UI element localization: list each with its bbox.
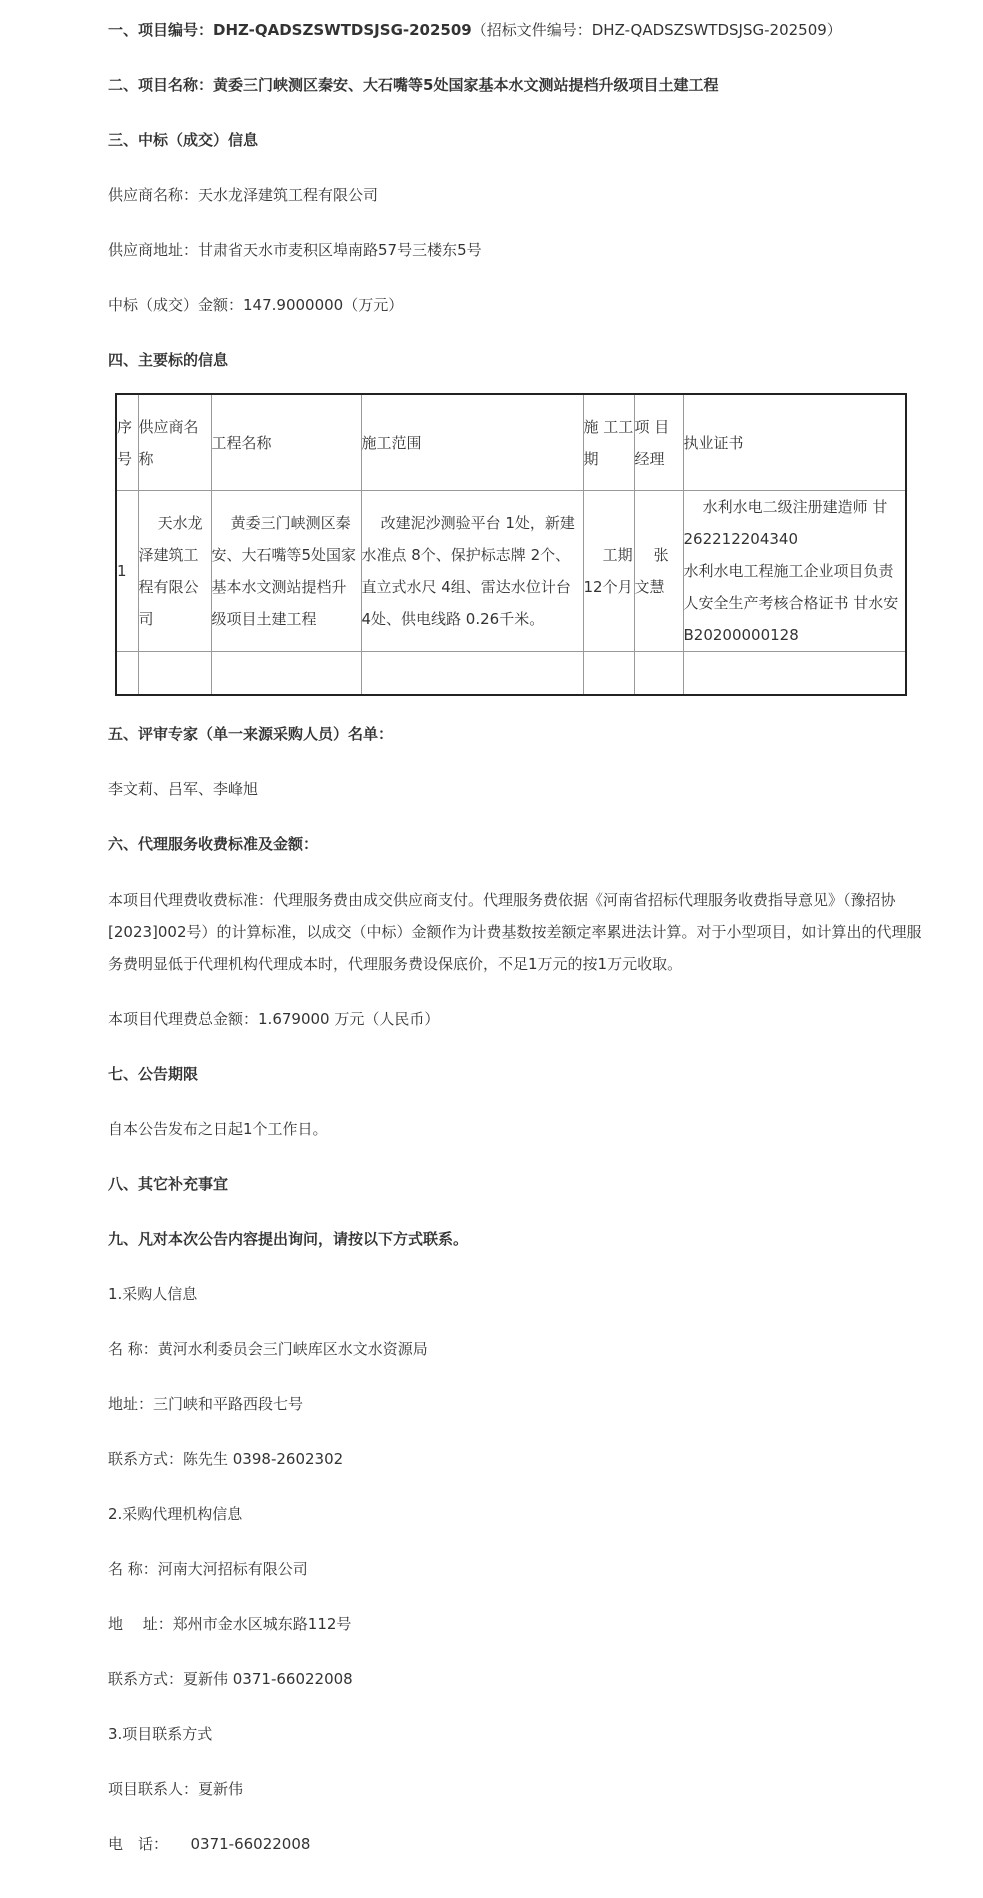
header-cell: 序号 xyxy=(116,394,138,491)
table-row xyxy=(116,491,906,652)
fee-total: 本项目代理费总金额：1.679000 万元（人民币） xyxy=(108,1010,440,1028)
period-text: 自本公告发布之日起1个工作日。 xyxy=(108,1120,328,1138)
header-cell: 工程名称 xyxy=(211,394,361,491)
cell: 1 xyxy=(116,491,138,652)
cell: 改建泥沙测验平台 1处，新建水准点 8个、保护标志牌 2个、直立式水尺 4组、雷达水位计台 4处、供电线路 0.26千米。 xyxy=(361,491,583,652)
purchaser-name: 名 称：黄河水利委员会三门峡库区水文水资源局 xyxy=(108,1340,428,1358)
header-cell: 项 目经理 xyxy=(634,394,683,491)
supplier-address: 供应商地址：甘肃省天水市麦积区埠南路57号三楼东5号 xyxy=(108,241,482,259)
project-contact-heading: 3.项目联系方式 xyxy=(108,1725,213,1743)
agency-name: 名 称：河南大河招标有限公司 xyxy=(108,1560,308,1578)
section-experts-title: 五、评审专家（单一来源采购人员）名单： xyxy=(108,725,394,743)
purchaser-address: 地址：三门峡和平路西段七号 xyxy=(108,1395,304,1413)
cell: 工期12个月 xyxy=(583,491,634,652)
project-contact-phone: 电 话： 0371-66022008 xyxy=(108,1835,311,1853)
project-contact-person: 项目联系人：夏新伟 xyxy=(108,1780,244,1798)
experts-list: 李文莉、吕军、李峰旭 xyxy=(108,780,259,798)
table-row-empty xyxy=(116,652,906,696)
agency-address: 地 址：郑州市金水区城东路112号 xyxy=(108,1615,352,1633)
tender-doc-number: （招标文件编号：DHZ-QADSZSWTDSJSG-202509） xyxy=(471,21,842,39)
table-header-row xyxy=(116,394,906,491)
fee-standard: 本项目代理费收费标准：代理服务费由成交供应商支付。代理服务费依据《河南省招标代理服务收费指导意见》（豫招协[2023]002号）的计算标准，以成交（中标）金额作为计费基数按差额定率累进法计算。对于小型项目，如计算出的代理服务费明显低于代理机构代理成本时，代理服务费设保底价，不足1万元的按1万元收取。 xyxy=(108,891,922,973)
header-cell: 执业证书 xyxy=(683,394,906,491)
header-cell: 施 工工期 xyxy=(583,394,634,491)
section-other-title: 八、其它补充事宜 xyxy=(108,1175,229,1193)
purchaser-heading: 1.采购人信息 xyxy=(108,1285,198,1303)
project-code: DHZ-QADSZSWTDSJSG-202509 xyxy=(213,21,472,39)
cell: 水利水电二级注册建造师 甘262212204340 水利水电工程施工企业项目负责人安全生产考核合格证书 甘水安B20200000128 xyxy=(683,491,906,652)
section-contact-title: 九、凡对本次公告内容提出询问，请按以下方式联系。 xyxy=(108,1230,469,1248)
purchaser-contact: 联系方式：陈先生 0398-2602302 xyxy=(108,1450,344,1468)
cell: 张文慧 xyxy=(634,491,683,652)
header-cell: 施工范围 xyxy=(361,394,583,491)
label: 一、项目编号： xyxy=(108,21,214,39)
section-award-title: 三、中标（成交）信息 xyxy=(108,131,259,149)
supplier-name: 供应商名称：天水龙泽建筑工程有限公司 xyxy=(108,186,379,204)
announcement xyxy=(108,15,928,1884)
cell: 黄委三门峡测区秦安、大石嘴等5处国家基本水文测站提档升级项目土建工程 xyxy=(211,491,361,652)
section-period-title: 七、公告期限 xyxy=(108,1065,199,1083)
section-subject-title: 四、主要标的信息 xyxy=(108,351,229,369)
section-project-number xyxy=(108,15,928,45)
section-fee-title: 六、代理服务收费标准及金额： xyxy=(108,835,319,853)
cell: 天水龙泽建筑工程有限公司 xyxy=(138,491,211,652)
subject-table xyxy=(115,393,907,696)
agency-contact: 联系方式：夏新伟 0371-66022008 xyxy=(108,1670,353,1688)
header-cell: 供应商名称 xyxy=(138,394,211,491)
award-amount: 中标（成交）金额：147.9000000（万元） xyxy=(108,296,404,314)
section-project-name: 二、项目名称：黄委三门峡测区秦安、大石嘴等5处国家基本水文测站提档升级项目土建工程 xyxy=(108,76,719,94)
agency-heading: 2.采购代理机构信息 xyxy=(108,1505,243,1523)
